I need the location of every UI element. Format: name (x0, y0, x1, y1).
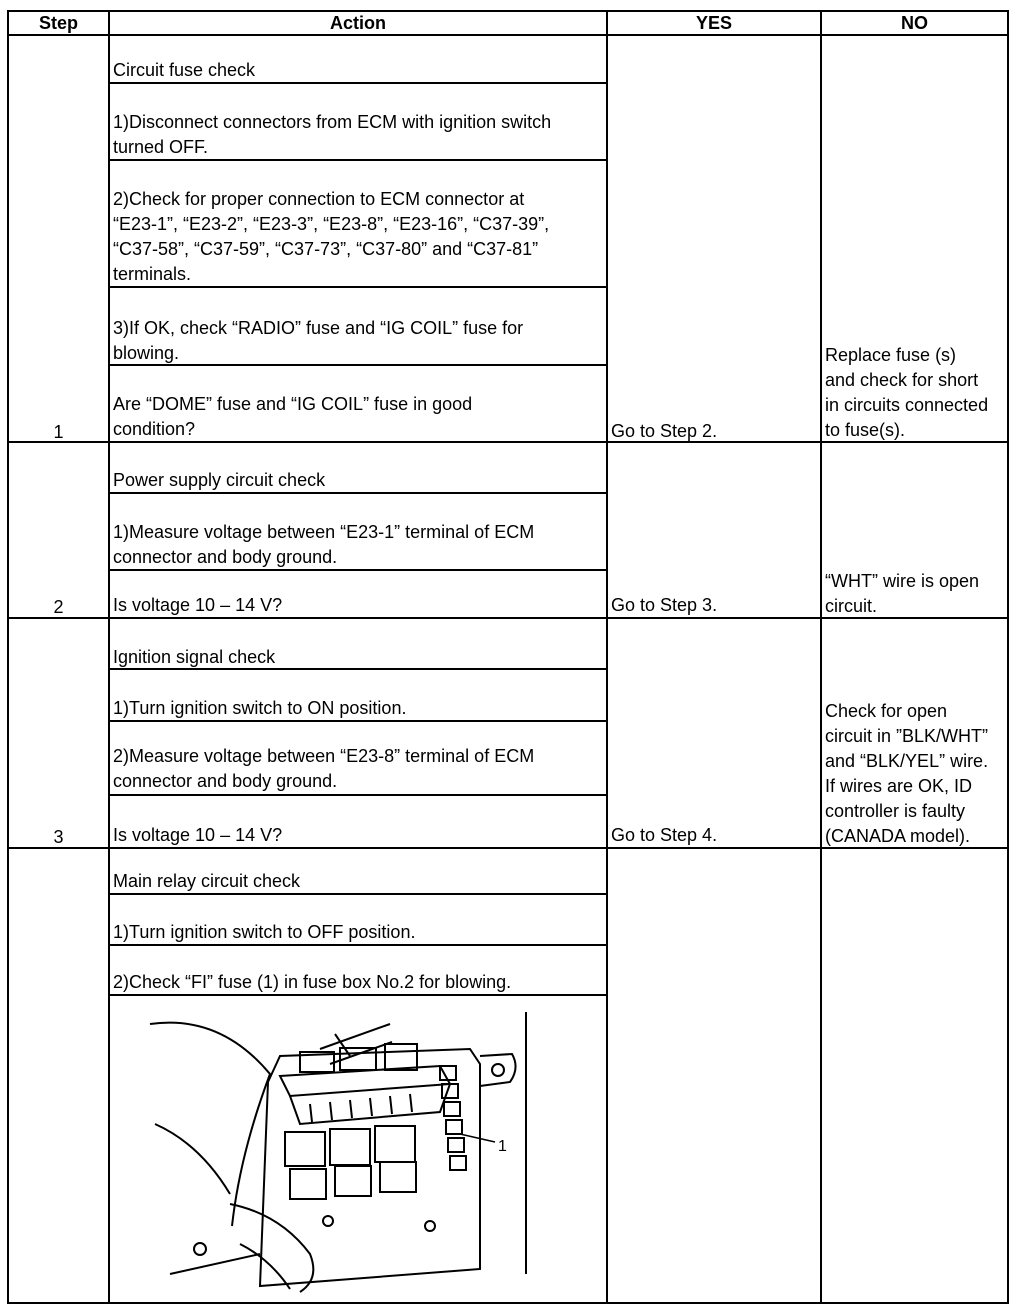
table-border-right (1007, 10, 1009, 1304)
action-text: “E23-1”, “E23-2”, “E23-3”, “E23-8”, “E23-16”, “C37-39”, (113, 214, 550, 234)
table-border-left (7, 10, 9, 1304)
action-text: 2)Check for proper connection to ECM connector at (113, 189, 525, 209)
action-text: terminals. (113, 264, 192, 284)
yes-result: Go to Step 3. (611, 595, 718, 615)
action-text: connector and body ground. (113, 771, 338, 791)
action-question: Is voltage 10 – 14 V? (113, 595, 283, 615)
action-question: Are “DOME” fuse and “IG COIL” fuse in good (113, 394, 473, 414)
step-number: 2 (53, 597, 64, 617)
header-step: Step (38, 13, 78, 33)
action-text: 1)Turn ignition switch to OFF position. (113, 922, 416, 942)
no-result: to fuse(s). (825, 420, 906, 440)
no-result: If wires are OK, ID (825, 776, 973, 796)
action-title: Power supply circuit check (113, 470, 326, 490)
no-result: “WHT” wire is open (825, 571, 980, 591)
header-yes: YES (695, 13, 733, 33)
action-question: condition? (113, 419, 196, 439)
col-divider-step-action (108, 10, 110, 1304)
action-text: 2)Check “FI” fuse (1) in fuse box No.2 for blowing. (113, 972, 512, 992)
no-result: (CANADA model). (825, 826, 971, 846)
no-result: circuit. (825, 596, 878, 616)
action-text: 1)Turn ignition switch to ON position. (113, 698, 407, 718)
action-text: 3)If OK, check “RADIO” fuse and “IG COIL” fuse for (113, 318, 524, 338)
no-result: Check for open (825, 701, 948, 721)
fuse-box-illustration (140, 1004, 540, 1296)
action-text: blowing. (113, 343, 180, 363)
no-result: controller is faulty (825, 801, 966, 821)
header-no: NO (901, 13, 928, 33)
action-text: 2)Measure voltage between “E23-8” terminal of ECM (113, 746, 535, 766)
action-text: 1)Disconnect connectors from ECM with ignition switch (113, 112, 552, 132)
action-text: connector and body ground. (113, 547, 338, 567)
no-result: Replace fuse (s) (825, 345, 957, 365)
no-result: and “BLK/YEL” wire. (825, 751, 989, 771)
action-divider (108, 794, 608, 796)
step-number: 1 (53, 422, 64, 442)
action-text: turned OFF. (113, 137, 209, 157)
action-title: Main relay circuit check (113, 871, 301, 891)
yes-result: Go to Step 4. (611, 825, 718, 845)
header-action: Action (330, 13, 386, 33)
col-divider-yes-no (820, 10, 822, 1304)
yes-result: Go to Step 2. (611, 421, 718, 441)
action-question: Is voltage 10 – 14 V? (113, 825, 283, 845)
action-text: “C37-58”, “C37-59”, “C37-73”, “C37-80” and “C37-81” (113, 239, 539, 259)
fuse-callout-label: 1 (498, 1138, 507, 1155)
header-underline (7, 34, 1009, 36)
action-title: Ignition signal check (113, 647, 276, 667)
action-title: Circuit fuse check (113, 60, 256, 80)
action-text: 1)Measure voltage between “E23-1” terminal of ECM (113, 522, 535, 542)
no-result: in circuits connected (825, 395, 989, 415)
col-divider-action-yes (606, 10, 608, 1304)
action-divider (108, 364, 608, 366)
no-result: and check for short (825, 370, 979, 390)
table-border-bottom (7, 1302, 1009, 1304)
step-number: 3 (53, 827, 64, 847)
no-result: circuit in ”BLK/WHT” (825, 726, 989, 746)
